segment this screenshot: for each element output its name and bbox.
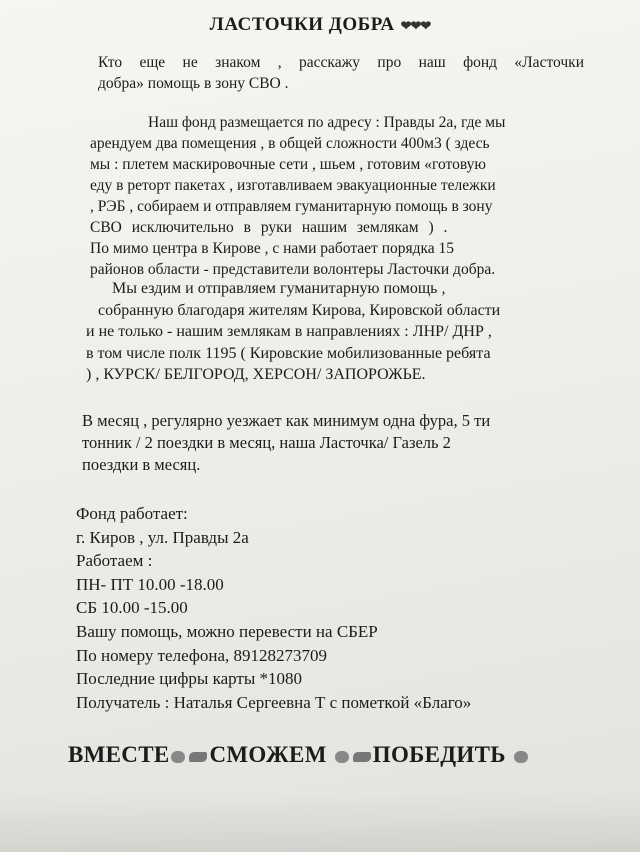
text-line: В месяц , регулярно уезжает как минимум одна фура, 5 ти — [82, 411, 491, 430]
text-line: Кто еще не знаком , расскажу про наш фонд «Ласточки — [98, 54, 584, 71]
info-line: СБ 10.00 -15.00 — [76, 598, 188, 618]
info-line: Получатель : Наталья Сергеевна Т с пометкой «Благо» — [76, 692, 472, 712]
text-line: ) , КУРСК/ БЕЛГОРОД, ХЕРСОН/ ЗАПОРОЖЬЕ. — [86, 366, 426, 383]
contact-info — [76, 502, 596, 714]
intro-paragraph — [98, 52, 584, 94]
slogan-word: ВМЕСТЕ — [68, 742, 170, 767]
info-line: Фонд работает: — [76, 504, 188, 523]
title-text: ЛАСТОЧКИ ДОБРА — [209, 14, 395, 35]
text-line: поездки в месяц. — [82, 455, 201, 474]
text-line: По мимо центра в Кирове , с нами работает порядка 15 — [90, 240, 455, 257]
muscle-icon — [353, 752, 371, 762]
victory-hand-icon — [335, 751, 349, 763]
slogan — [68, 742, 530, 768]
info-line: По номеру телефона, 89128273709 — [76, 645, 327, 665]
document-title — [0, 14, 640, 36]
info-line: Вашу помощь, можно перевести на СБЕР — [76, 621, 378, 641]
text-line: Наш фонд размещается по адресу : Правды 2а, где мы — [148, 114, 506, 131]
text-line: в том числе полк 1195 ( Кировские мобилизованные ребята — [86, 344, 491, 362]
text-line: тонник / 2 поездки в месяц, наша Ласточка/ Газель 2 — [82, 433, 451, 452]
text-line: районов области - представители волонтеры Ласточки добра. — [90, 261, 496, 278]
slogan-word: ПОБЕДИТЬ — [372, 742, 506, 767]
info-line: Последние цифры карты *1080 — [76, 669, 302, 689]
text-line: Мы ездим и отправляем гуманитарную помощь , — [112, 280, 446, 297]
info-line: г. Киров , ул. Правды 2а — [76, 527, 249, 547]
text-line: арендуем два помещения , в общей сложности 400м3 ( здесь — [90, 135, 490, 152]
aid-paragraph — [86, 278, 594, 386]
text-line: мы : плетем маскировочные сети , шьем , готовим «готовую — [90, 156, 486, 173]
info-line: ПН- ПТ 10.00 -18.00 — [76, 574, 224, 594]
address-paragraph — [90, 112, 590, 280]
muscle-icon — [189, 752, 207, 762]
text-line: СВО исключительно в руки нашим землякам ) . — [90, 219, 448, 236]
monthly-paragraph — [82, 410, 602, 476]
hearts-icon: ❤❤❤ — [400, 18, 431, 33]
info-line: Работаем : — [76, 551, 153, 571]
text-line: собранную благодаря жителям Кирова, Кировской области — [98, 301, 501, 319]
victory-hand-icon — [514, 751, 528, 763]
muscle-icon — [171, 751, 185, 763]
text-line: еду в реторт пакетах , изготавливаем эвакуационные тележки — [90, 177, 496, 194]
text-line: , РЭБ , собираем и отправляем гуманитарную помощь в зону — [90, 198, 493, 215]
slogan-word: СМОЖЕМ — [209, 742, 327, 767]
text-line: и не только - нашим землякам в направлениях : ЛНР/ ДНР , — [86, 323, 492, 340]
text-line: добра» помощь в зону СВО . — [98, 75, 289, 92]
